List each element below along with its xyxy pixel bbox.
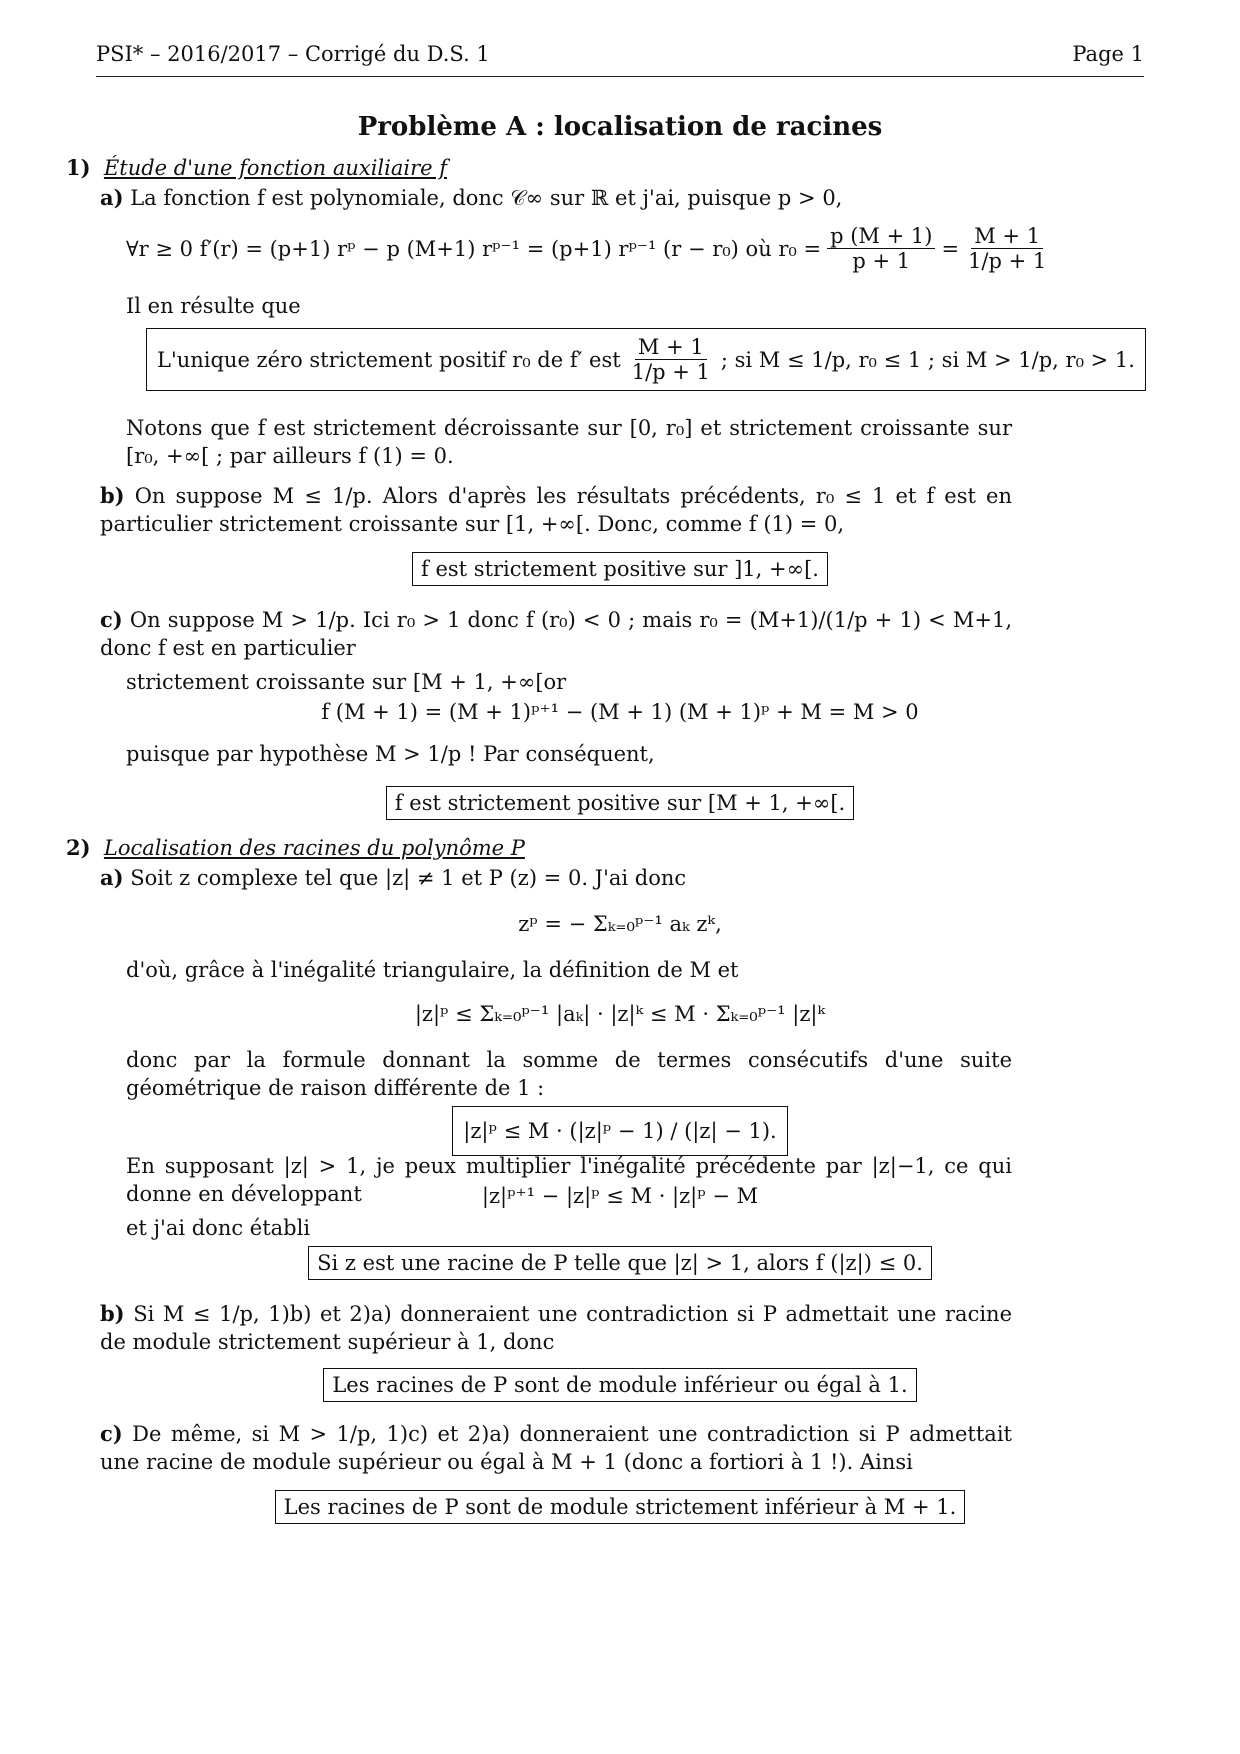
paragraph: On suppose M > 1/p. Ici r₀ > 1 donc f (r₀) < 0 ; mais r₀ = (M+1)/(1/p + 1) < M+1, donc f est en particulier [100, 608, 1012, 660]
section-number: 2) [66, 835, 91, 860]
page-header [96, 42, 1144, 77]
header-title: PSI* – 2016/2017 – Corrigé du D.S. 1 [96, 42, 490, 66]
denominator: 1/p + 1 [968, 249, 1047, 273]
item-2a-line2: d'où, grâce à l'inégalité triangulaire, la définition de M et [126, 958, 739, 982]
result-box-1c [0, 786, 1240, 820]
formula: ∀r ≥ 0 f′(r) = (p+1) rᵖ − p (M+1) rᵖ⁻¹ = (p+1) rᵖ⁻¹ (r − r₀) où r₀ = [126, 236, 822, 261]
item-label: b) [100, 1301, 125, 1326]
result-box-2a-1 [0, 1106, 1240, 1156]
denominator: p + 1 [852, 249, 911, 273]
item-1c-line1 [100, 606, 1012, 662]
paragraph: De même, si M > 1/p, 1)c) et 2)a) donneraient une contradiction si P admettait une racine de module supérieur ou égal à M + 1 (donc a fortiori à 1 !). Ainsi [100, 1422, 1012, 1474]
formula-2a-2: |z|ᵖ ≤ Σₖ₌₀ᵖ⁻¹ |aₖ| · |z|ᵏ ≤ M · Σₖ₌₀ᵖ⁻¹ |z|ᵏ [414, 1002, 826, 1026]
result-box-2b [0, 1368, 1240, 1402]
item-label: b) [100, 483, 125, 508]
result-box-2a-2 [0, 1246, 1240, 1280]
item-1c-line3: puisque par hypothèse M > 1/p ! Par conséquent, [126, 742, 655, 766]
item-label: c) [100, 1421, 123, 1446]
item-2a-line4: En supposant |z| > 1, je peux multiplier l'inégalité précédente par |z|−1, ce qui donne en développant [126, 1154, 1012, 1206]
fraction-r0 [827, 224, 935, 273]
box-text: f est strictement positive sur ]1, +∞[. [412, 552, 828, 586]
derivative-formula: ∀r ≥ 0 f′(r) = (p+1) rᵖ − p (M+1) rᵖ⁻¹ = (p+1) rᵖ⁻¹ (r − r₀) où r₀ = $\frac{p (M + 1)}{p + 1}$ = $\frac{M + 1}{1/p + 1}$ [126, 224, 1049, 273]
item-2b [100, 1300, 1012, 1356]
fraction-r0-alt [965, 224, 1049, 273]
box-text: Si z est une racine de P telle que |z| > 1, alors f (|z|) ≤ 0. [308, 1246, 932, 1280]
paragraph: La fonction f est polynomiale, donc 𝒞∞ sur ℝ et j'ai, puisque p > 0, [130, 186, 843, 210]
result-box-1b [0, 552, 1240, 586]
result-box-2c [0, 1490, 1240, 1524]
paragraph: Soit z complexe tel que |z| ≠ 1 et P (z) = 0. J'ai donc [130, 866, 687, 890]
formula-1c: f (M + 1) = (M + 1)ᵖ⁺¹ − (M + 1) (M + 1)ᵖ + M = M > 0 [321, 700, 919, 724]
page-number: Page 1 [1072, 42, 1144, 66]
box-text: |z|ᵖ ≤ M · (|z|ᵖ − 1) / (|z| − 1). [452, 1106, 787, 1156]
formula-2a-1: zᵖ = − Σₖ₌₀ᵖ⁻¹ aₖ zᵏ, [518, 912, 722, 936]
item-label: a) [100, 865, 124, 890]
note-1a: Notons que f est strictement décroissante sur [0, r₀] et strictement croissante sur [r₀, +∞[ ; par ailleurs f (1) = 0. [126, 416, 1012, 468]
denominator: 1/p + 1 [631, 360, 710, 384]
box-text: f est strictement positive sur [M + 1, +∞[. [386, 786, 854, 820]
result-intro: Il en résulte que [126, 294, 301, 318]
fraction-r0-box [629, 335, 713, 384]
item-label: c) [100, 607, 123, 632]
paragraph: On suppose M ≤ 1/p. Alors d'après les résultats précédents, r₀ ≤ 1 et f est en particulier strictement croissante sur [1, +∞[. Donc, comme f (1) = 0, [100, 484, 1012, 536]
paragraph: Si M ≤ 1/p, 1)b) et 2)a) donneraient une contradiction si P admettait une racine de module strictement supérieur à 1, donc [100, 1302, 1012, 1354]
section-title: Localisation des racines du polynôme P [103, 836, 525, 860]
item-1c-line2: strictement croissante sur [M + 1, +∞[or [126, 670, 567, 694]
numerator: M + 1 [635, 335, 707, 360]
section-2-heading [66, 834, 525, 862]
result-box-1a [146, 328, 1146, 391]
item-1b [100, 482, 1012, 538]
box-text: Les racines de P sont de module inférieur ou égal à 1. [323, 1368, 916, 1402]
item-2a-line5: et j'ai donc établi [126, 1216, 311, 1240]
box-text: Les racines de P sont de module strictement inférieur à M + 1. [275, 1490, 966, 1524]
item-2c [100, 1420, 1012, 1476]
item-1a-intro [100, 184, 842, 212]
box-text: L'unique zéro strictement positif r₀ de f′ est [157, 347, 621, 372]
item-label: a) [100, 185, 124, 210]
numerator: p (M + 1) [827, 224, 935, 249]
item-2a-line1 [100, 864, 686, 892]
section-1-heading [66, 154, 447, 182]
section-number: 1) [66, 155, 91, 180]
problem-title: Problème A : localisation de racines [357, 112, 883, 142]
numerator: M + 1 [971, 224, 1043, 249]
box-text: ; si M ≤ 1/p, r₀ ≤ 1 ; si M > 1/p, r₀ > 1. [720, 347, 1135, 372]
section-title: Étude d'une fonction auxiliaire f [103, 156, 448, 180]
formula-2a-3: |z|ᵖ⁺¹ − |z|ᵖ ≤ M · |z|ᵖ − M [481, 1184, 759, 1208]
item-2a-line3: donc par la formule donnant la somme de termes consécutifs d'une suite géométrique de raison différente de 1 : [126, 1048, 1012, 1100]
